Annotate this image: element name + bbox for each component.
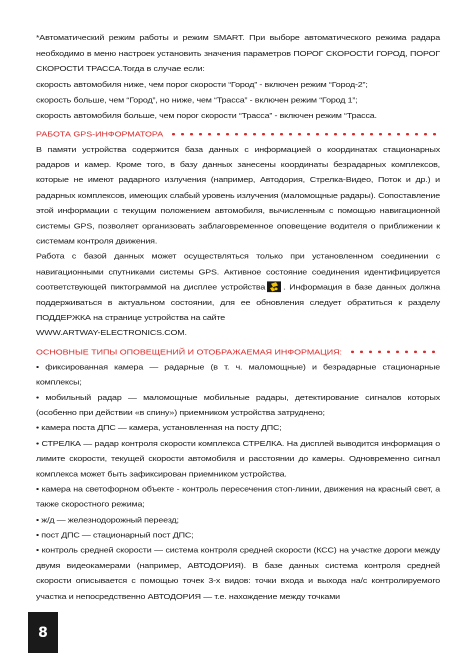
heading-dots-divider [169,133,440,136]
list-item: • камера поста ДПС — камера, установленная на посту ДПС; [36,420,440,435]
intro-condition-3: скорость автомобиля больше, чем порог скорости “Трасса” - включен режим “Трасса. [36,111,377,120]
intro-paragraph: *Автоматический режим работы и режим SMART. При выборе автоматического режима радара необходимо в меню настроек установить значения параметров ПОРОГ СКОРОСТИ ГОРОД, ПОРОГ СКОРОСТИ ТРАССА.Тогда в случае если: [36,33,440,73]
intro-condition-2: скорость больше, чем “Город”, но ниже, чем “Трасса” - включен режим “Город 1”; [36,95,358,104]
list-item: • мобильный радар — маломощные мобильные радары, детектирование сигналов которых (особенно при действии «в спину») приемником устройства затруднено; [36,390,440,421]
alerts-section-heading [36,344,440,359]
list-item: • камера на светофорном объекте - контроль пересечения стоп-линии, движения на красный свет, а также скоростного режима; [36,482,440,513]
gps-paragraph-2 [36,249,440,325]
page-number-tab [28,612,58,653]
gps-section-title: РАБОТА GPS-ИНФОРМАТОРА [36,130,164,139]
list-item: • контроль средней скорости — система контроля средней скорости (КСС) на участке дороги между двумя видеокамерами (например, АВТОДОРИЯ). В базе данных система контроля средней скорости описывается с помощью точек 3-х видов: точки входа и выхода на/с контролируемого участка и непосредственно АВТОДОРИЯ — т.е. нахождение между точками [36,543,440,604]
page-number: 8 [38,624,48,641]
intro-condition-1: скорость автомобиля ниже, чем порог скорости “Город” - включен режим “Город-2”; [36,80,368,89]
gps-section-heading [36,127,440,142]
list-item: • ж/д — железнодорожный переезд; [36,512,440,527]
heading-dots-divider [348,350,440,353]
satellite-icon [267,281,281,292]
intro-block [36,30,440,123]
alerts-list [36,359,440,604]
list-item: • фиксированная камера — радарные (в т. ч. маломощные) и безрадарные стационарные комплексы; [36,359,440,390]
manual-page [36,30,440,604]
list-item: • СТРЕЛКА — радар контроля скорости комплекса СТРЕЛКА. На дисплей выводится информация о лимите скорости, текущей скорости автомобиля и расстоянии до камеры. Одновременно сигнал комплекса может быть зафиксирован приемником устройства. [36,436,440,482]
gps-paragraph-1: В памяти устройства содержится база данных с информацией о координатах стационарных радаров и камер. Кроме того, в базу данных занесены координаты безрадарных комплексов, которые не имеют радарного излучения (например, Автодория, Стрелка-Видео, Поток и др.) и радарных комплексов, имеющих слабый уровень излучения (маломощные радары). Сопоставление этой информации с текущим положением автомобиля, вычисленным с помощью навигационной системы GPS, позволяет организовать заблаговременное оповещение водителя о приближении к системам контроля движения. [36,145,440,246]
alerts-section-title: ОСНОВНЫЕ ТИПЫ ОПОВЕЩЕНИЙ И ОТОБРАЖАЕМАЯ ИНФОРМАЦИЯ: [36,347,342,356]
gps-paragraph-2-part-a: Работа с базой данных может осуществляться только при установленном соединении с навигационными спутниками системы GPS. Активное состояние соединения идентифицируется соответствующей пиктограммой на дисплее устройства [36,252,440,292]
gps-section [36,142,440,341]
gps-paragraph-2-part-b: . Информация в базе данных должна поддерживаться в актуальном состоянии, для ее обновления следует обратиться к разделу ПОДДЕРЖКА на странице устройства на сайте [36,282,440,322]
list-item: • пост ДПС — стационарный пост ДПС; [36,527,440,542]
website-url: WWW.ARTWAY-ELECTRONICS.COM. [36,328,187,338]
